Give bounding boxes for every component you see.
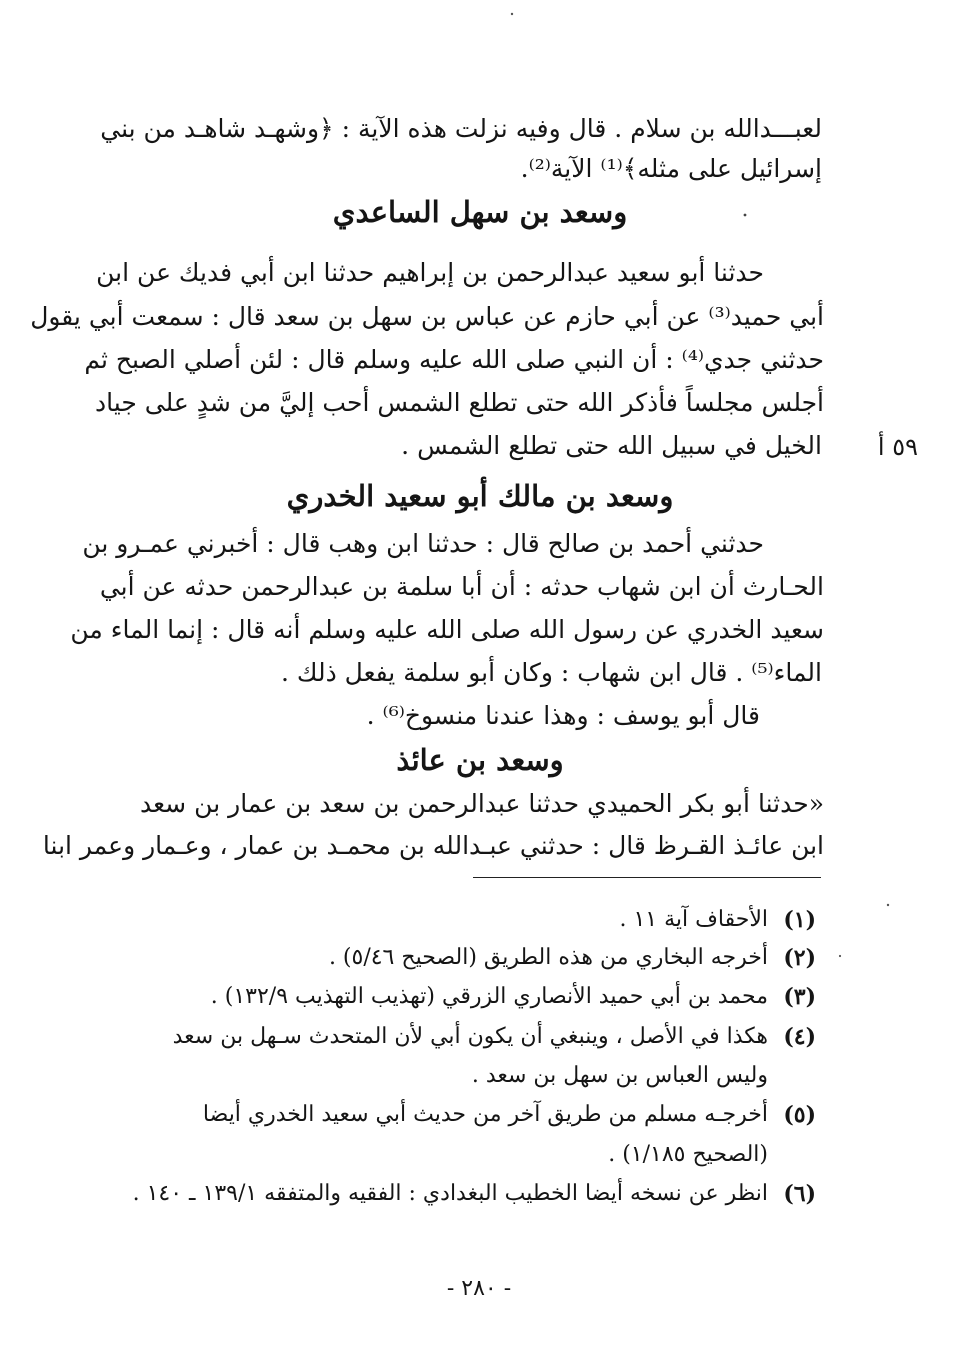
footnote-text-continuation: (الصحيح ١/١٨٥) . <box>608 1142 768 1167</box>
sahl-line-3: حدثني جدي⁽⁴⁾ : أن النبي صلى الله عليه وسلم قال : لئن أصلي الصبح ثم <box>84 345 824 374</box>
intro-line-1: لعبـــدالله بن سلام . قال وفيه نزلت هذه الآية : ﴿وشهـد شاهـد من بني <box>100 114 822 143</box>
aidh-line-2: ابن عائـذ القـرظ قال : حدثني عبـدالله بن محمـد بن عمار ، وعـمار وعمر ابنا <box>42 831 824 860</box>
section-title-aidh: وسعد بن عائذ <box>396 743 564 777</box>
footnote-text: هكذا في الأصل ، وينبغي أن يكون أبي لأن المتحدث سـهل بن سعد <box>172 1024 768 1049</box>
footnote-text: محمد بن أبي حميد الأنصاري الزرقي (تهذيب التهذيب ١٣٢/٩) . <box>210 984 768 1009</box>
footnote-number: (٥) <box>783 1102 816 1128</box>
footnote-number: (٤) <box>783 1024 816 1050</box>
footnote-text: انظر عن نسخه أيضا الخطيب البغدادي : الفقيه والمتفقه ١٣٩/١ ـ ١٤٠ . <box>132 1181 768 1206</box>
aidh-line-1: «حدثنا أبو بكر الحميدي حدثنا عبدالرحمن بن سعد بن عمار بن سعد <box>140 789 824 818</box>
malik-line-1: حدثني أحمد بن صالح قال : حدثنا ابن وهب قال : أخبرني عمـرو بن <box>82 529 764 558</box>
sahl-line-2: أبي حميد⁽³⁾ عن أبي حازم عن عباس بن سهل بن سعد قال : سمعت أبي يقول <box>30 302 824 331</box>
intro-line-2: إسرائيل على مثله﴾⁽¹⁾ الآية⁽²⁾. <box>520 154 822 183</box>
footnote-text: أخرجه البخاري من هذه الطريق (الصحيح ٥/٤٦) . <box>328 945 768 970</box>
footnote-number: (٦) <box>783 1181 816 1207</box>
sahl-line-1: حدثنا أبو سعيد عبدالرحمن بن إبراهيم حدثنا ابن أبي فديك عن ابن <box>96 258 764 287</box>
section-title-malik: وسعد بن مالك أبو سعيد الخدري <box>286 479 674 513</box>
footnote-number: (١) <box>783 907 816 933</box>
footnote-text-continuation: وليس العباس بن سهل بن سعد . <box>471 1063 768 1088</box>
manuscript-folio-marker: ٥٩ أ <box>877 433 918 461</box>
footnote-number: (٢) <box>783 945 816 971</box>
section-title-sahl: وسعد بن سهل الساعدي <box>332 195 628 229</box>
malik-line-5: قال أبو يوسف : وهذا عندنا منسوخ⁽⁶⁾ . <box>366 701 760 730</box>
sahl-line-5: الخيل في سبيل الله حتى تطلع الشمس . <box>401 431 822 460</box>
sahl-line-4: أجلس مجلساً فأذكر الله حتى تطلع الشمس أحب إليَّ من شدٍ على جياد <box>95 388 824 417</box>
malik-line-2: الحـارث أن ابن شهاب حدثه : أن أبا سلمة بن عبدالرحمن حدثه عن أبي <box>99 572 824 601</box>
footnote-text: الأحقاف آية ١١ . <box>619 907 768 932</box>
malik-line-4: الماء⁽⁵⁾ . قال ابن شهاب : وكان أبو سلمة يفعل ذلك . <box>281 658 822 687</box>
page-number: - ٢٨٠ - <box>446 1276 512 1301</box>
malik-line-3: سعيد الخدري عن رسول الله صلى الله عليه وسلم أنه قال : إنما الماء من <box>70 615 824 644</box>
footnote-text: أخرجـه مسلم من طريق آخر من حديث أبي سعيد الخدري أيضا <box>202 1102 768 1127</box>
footnote-number: (٣) <box>783 984 816 1010</box>
